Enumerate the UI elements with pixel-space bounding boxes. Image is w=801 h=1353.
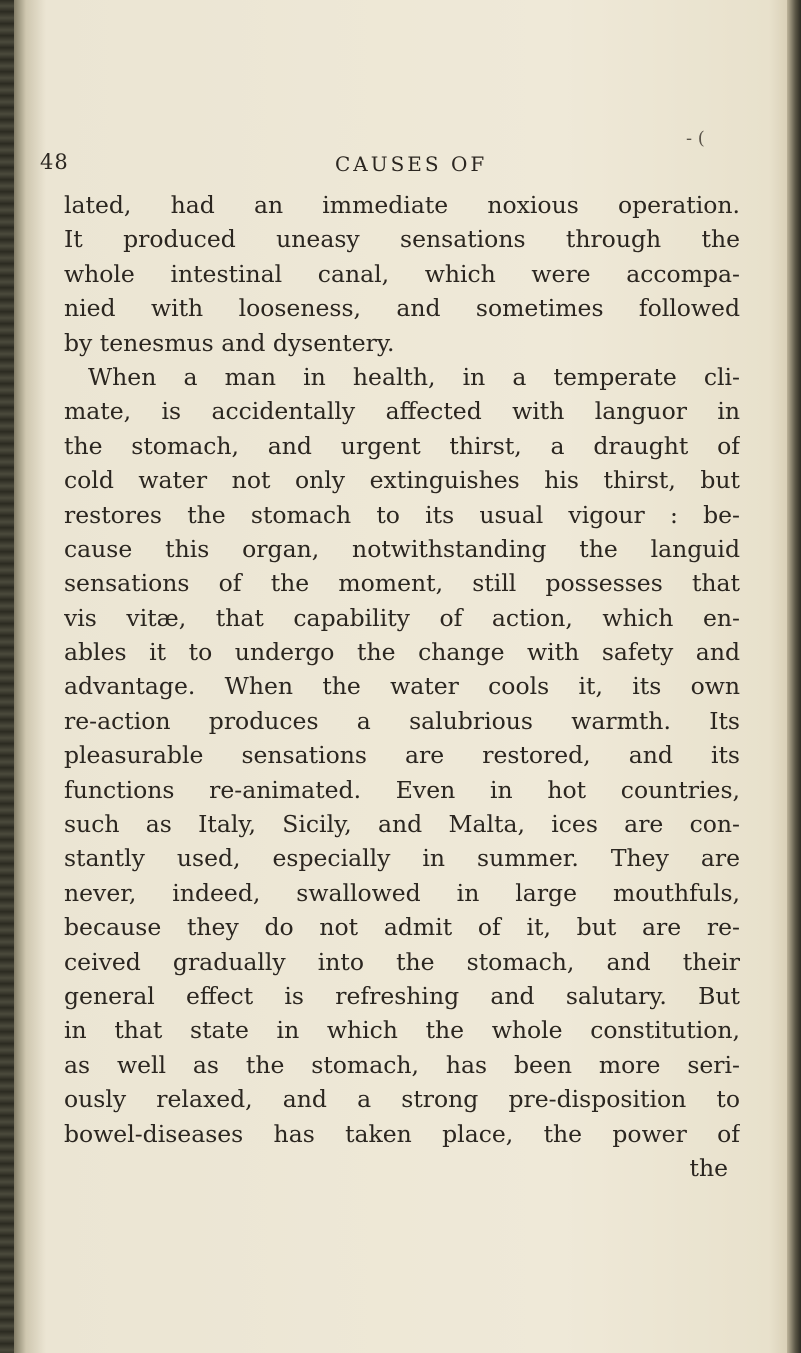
text-line: re-action produces a salubrious warmth. Its [64, 706, 740, 735]
text-line: vis vitæ, that capability of action, which en- [64, 603, 740, 632]
text-line: never, indeed, swallowed in large mouthfuls, [64, 878, 740, 907]
text-line: lated, had an immediate noxious operation. [64, 191, 740, 219]
text-line: restores the stomach to its usual vigour : be- [64, 500, 740, 529]
text-line: It produced uneasy sensations through the [64, 225, 740, 254]
text-line: functions re-animated. Even in hot countries, [64, 775, 740, 804]
page-edge-shadow [787, 0, 801, 1353]
text-line: as well as the stomach, has been more seri- [64, 1050, 740, 1079]
text-line: stantly used, especially in summer. They are [64, 844, 740, 873]
text-line: bowel-diseases has taken place, the power of [64, 1119, 740, 1148]
text-line: cause this organ, notwithstanding the languid [64, 534, 740, 563]
text-line: ables it to undergo the change with safety and [64, 638, 740, 667]
text-line: advantage. When the water cools it, its own [64, 672, 740, 701]
text-line: because they do not admit of it, but are re- [64, 913, 740, 942]
running-head [40, 128, 740, 184]
text-line: mate, is accidentally affected with languor in [64, 397, 740, 426]
catchword: the [689, 1153, 728, 1182]
text-line: ceived gradually into the stomach, and their [64, 947, 740, 976]
paragraph-start-line: When a man in health, in a temperate cli- [88, 362, 740, 391]
text-line: pleasurable sensations are restored, and its [64, 741, 740, 770]
page-gutter-shadow [0, 0, 14, 1353]
text-line: nied with looseness, and sometimes followed [64, 294, 740, 323]
text-line: by tenesmus and dysentery. [64, 328, 395, 357]
header-title: CAUSES OF [335, 152, 488, 176]
corner-mark: - ( [686, 128, 705, 149]
text-line: the stomach, and urgent thirst, a draught of [64, 431, 740, 460]
text-line: such as Italy, Sicily, and Malta, ices are con- [64, 810, 740, 839]
text-line: in that state in which the whole constitution, [64, 1016, 740, 1045]
text-line: whole intestinal canal, which were accompa- [64, 259, 740, 288]
text-line: ously relaxed, and a strong pre-disposition to [64, 1085, 740, 1114]
text-line: sensations of the moment, still possesses that [64, 569, 740, 598]
text-line: general effect is refreshing and salutary. But [64, 981, 740, 1010]
text-line: cold water not only extinguishes his thirst, but [64, 466, 740, 495]
body-text [64, 188, 740, 1185]
page-number: 48 [40, 150, 69, 174]
